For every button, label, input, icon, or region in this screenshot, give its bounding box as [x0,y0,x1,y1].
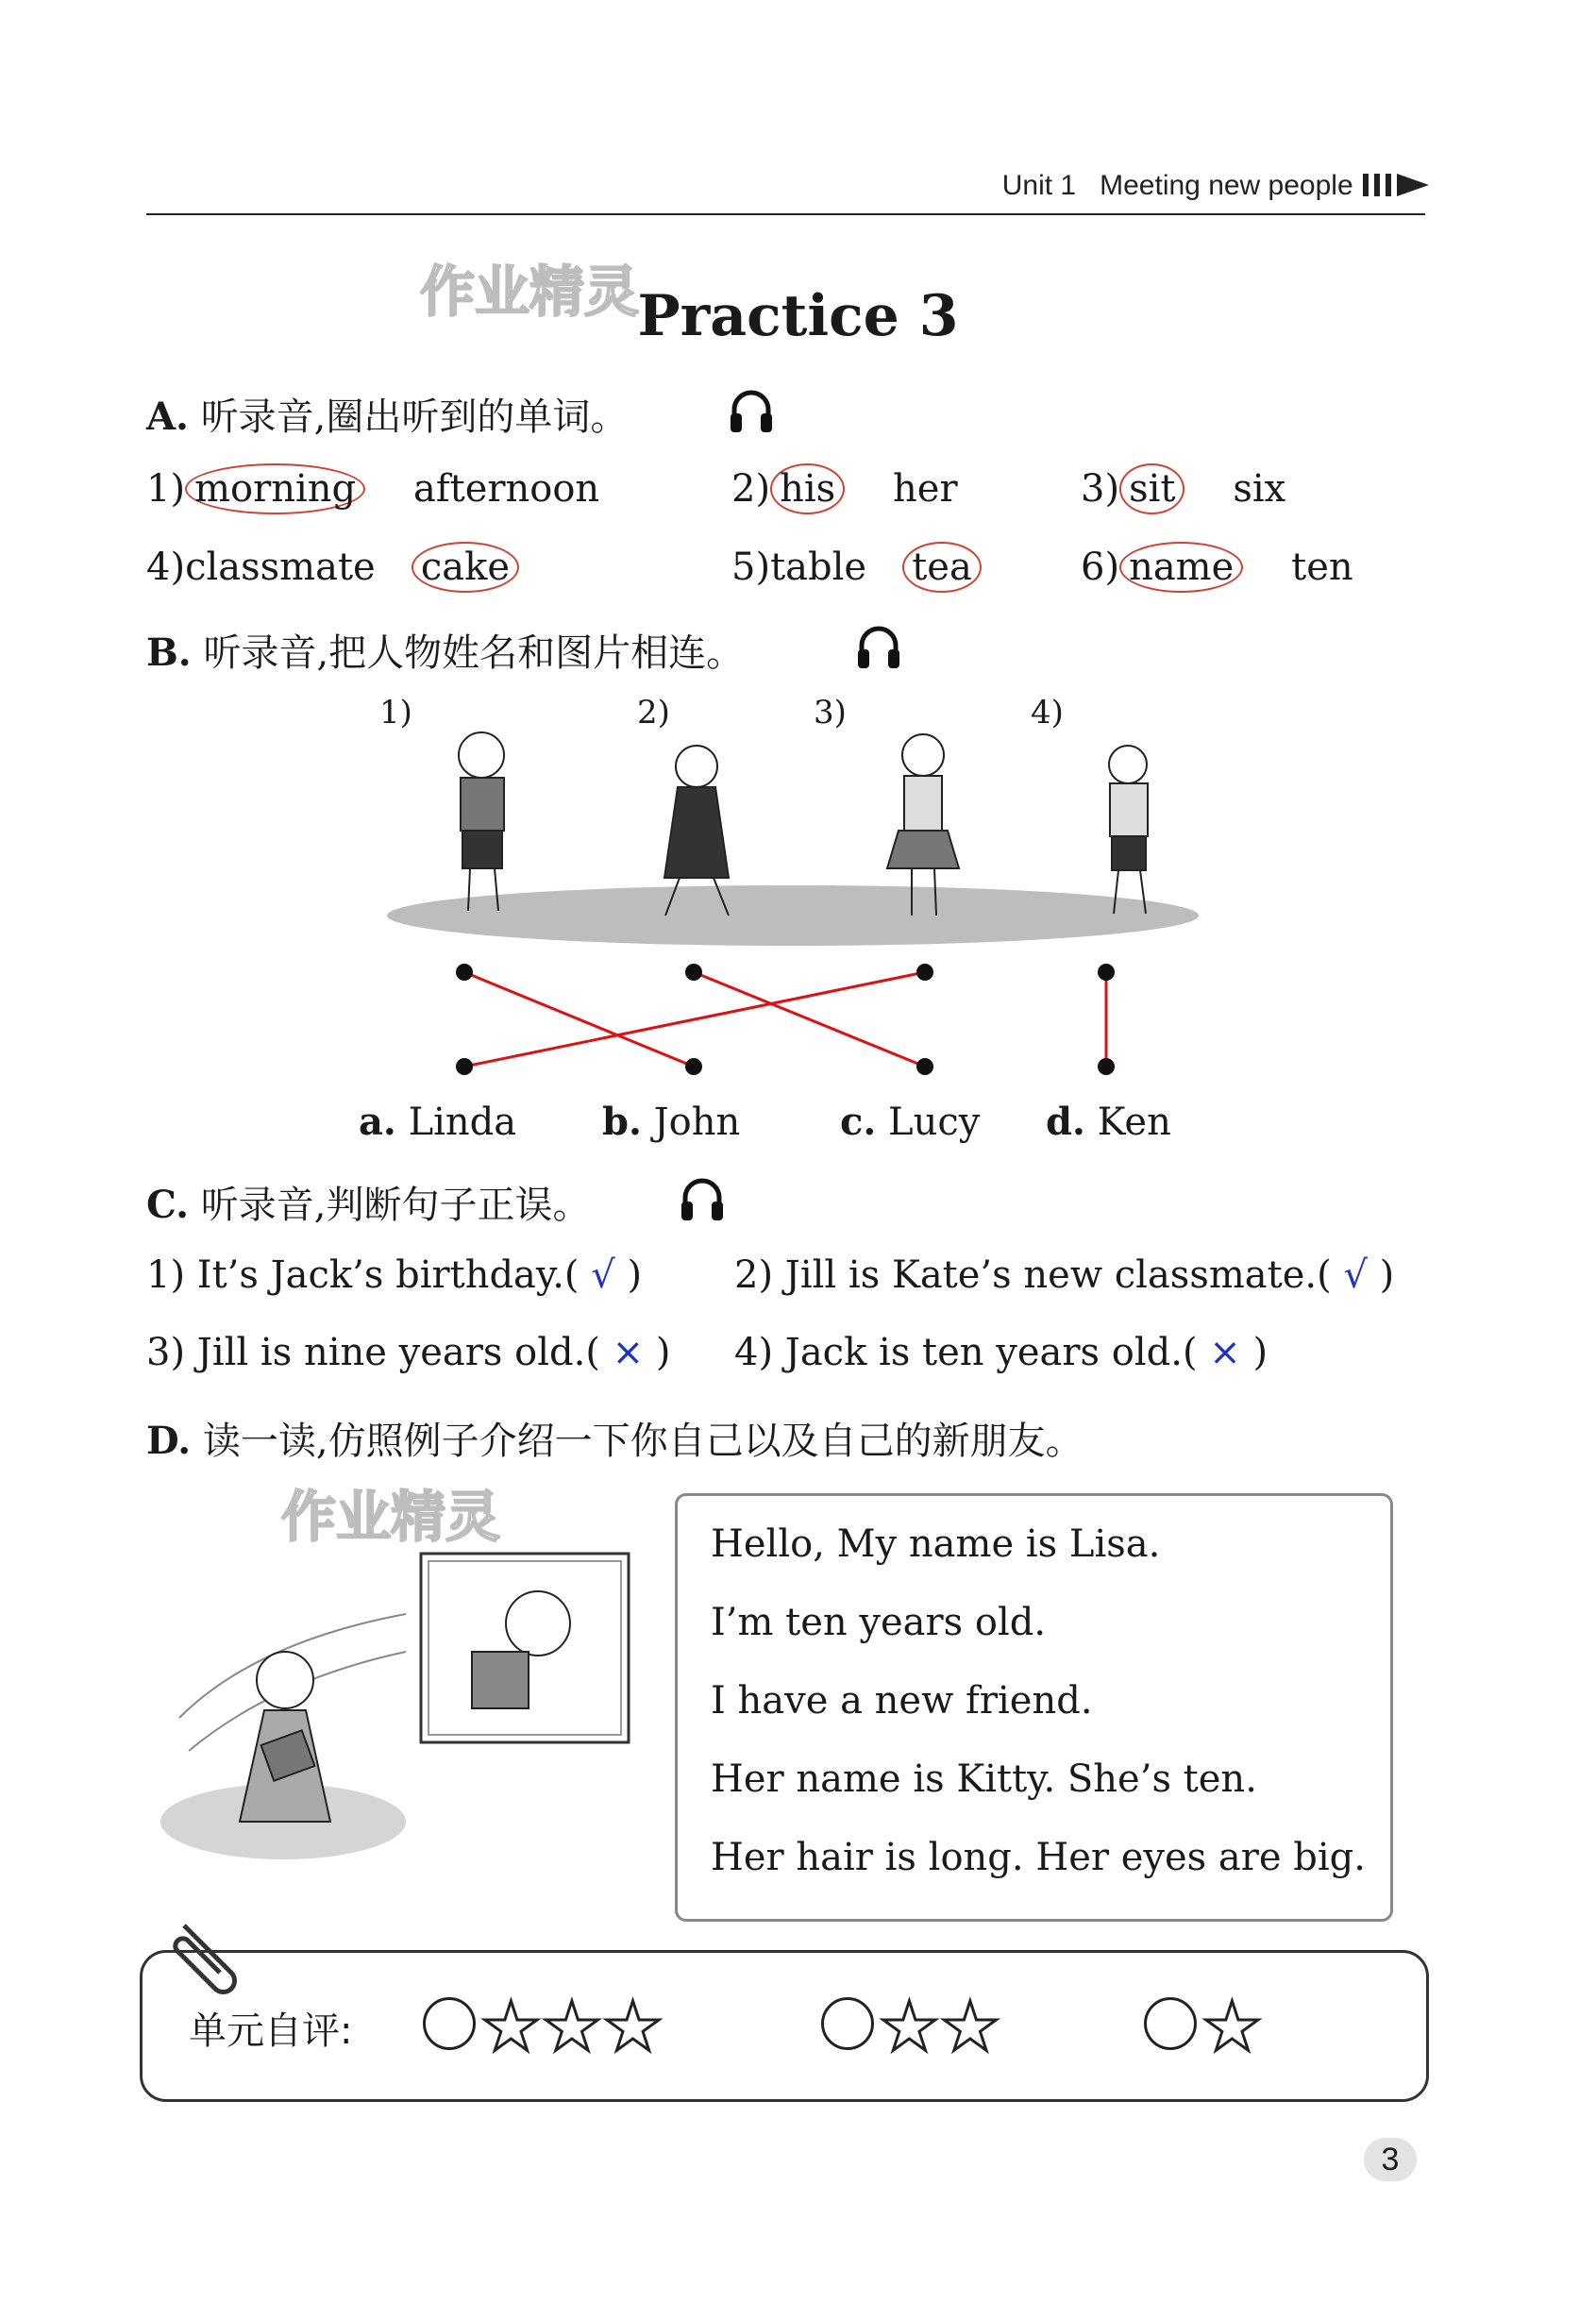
section-a-heading: A. 听录音,圈出听到的单词。 [146,395,629,439]
unit-label: Unit 1 [1001,170,1077,201]
rating-one-star[interactable] [1144,1987,1263,2066]
match-dot [1098,1058,1115,1075]
page-title: Practice 3 [637,283,959,349]
star-icon: ★ [879,1987,940,2066]
circled-word: tea [902,542,982,593]
matching-lines [434,958,1151,1081]
rating-circle[interactable] [1144,1997,1197,2050]
example-line: Her name is Kitty. She’s ten. [711,1757,1257,1801]
star-icon: ★ [480,1987,542,2066]
answer-mark: √ [1343,1253,1368,1297]
example-box [675,1493,1393,1922]
arrow-icon [1361,172,1431,198]
circled-word: his [770,463,845,514]
name-d: d. Ken [1046,1100,1171,1144]
page-header [1002,170,1431,202]
circled-word: name [1119,542,1243,593]
match-dot [456,1058,473,1075]
match-dot [916,964,933,981]
headphones-icon [854,623,903,672]
children-illustration [378,717,1208,953]
example-line: I’m ten years old. [711,1601,1047,1644]
section-d-heading: D. 读一读,仿照例子介绍一下你自己以及自己的新朋友。 [146,1419,1084,1463]
a-item-1: 1) morning afternoon [146,467,599,511]
example-line: Hello, My name is Lisa. [711,1522,1161,1566]
a-item-2: 2) his her [731,467,958,511]
star-icon: ★ [1201,1987,1263,2066]
a-item-3: 3) sit six [1081,467,1285,511]
example-line: I have a new friend. [711,1679,1093,1723]
name-b: b. John [602,1100,741,1144]
headphones-icon [678,1175,727,1224]
a-item-6: 6) name ten [1081,546,1353,589]
rating-circle[interactable] [423,1997,476,2050]
match-dot [685,964,702,981]
headphones-icon [727,387,776,436]
answer-mark: × [612,1331,645,1374]
answer-mark: × [1209,1331,1241,1374]
picture-label-4: 4) [1031,694,1064,731]
match-dot [916,1058,933,1075]
c-item-2: 2) Jill is Kate’s new classmate.( √ ) [734,1253,1395,1297]
section-c-heading: C. 听录音,判断句子正误。 [146,1183,591,1227]
match-dot [685,1058,702,1075]
girls-illustration [160,1548,651,1869]
star-icon: ★ [602,1987,664,2066]
star-icon: ★ [541,1987,603,2066]
c-item-4: 4) Jack is ten years old.( × ) [734,1331,1268,1374]
name-a: a. Linda [359,1100,517,1144]
evaluation-label: 单元自评: [189,2009,353,2053]
match-dot [1098,964,1115,981]
answer-mark: √ [591,1253,615,1297]
circled-word: sit [1119,463,1184,514]
star-icon: ★ [939,1987,1001,2066]
example-line: Her hair is long. Her eyes are big. [711,1836,1366,1879]
a-item-4: 4)classmate cake [146,546,519,589]
match-dot [456,964,473,981]
c-item-1: 1) It’s Jack’s birthday.( √ ) [146,1253,643,1297]
rating-circle[interactable] [821,1997,874,2050]
circled-word: cake [412,542,519,593]
picture-label-2: 2) [637,694,670,731]
rating-two-stars[interactable] [821,1987,1000,2066]
watermark: 作业精灵 [420,260,640,324]
name-c: c. Lucy [840,1100,981,1144]
watermark: 作业精灵 [281,1485,501,1549]
section-b-heading: B. 听录音,把人物姓名和图片相连。 [146,630,745,675]
picture-label-1: 1) [379,694,412,731]
c-item-3: 3) Jill is nine years old.( × ) [146,1331,671,1374]
page-number: 3 [1364,2138,1417,2181]
rating-three-stars[interactable] [423,1987,664,2066]
circled-word: morning [185,463,365,514]
picture-label-3: 3) [814,694,847,731]
header-rule [146,213,1425,215]
unit-title: Meeting new people [1100,170,1353,201]
a-item-5: 5)table tea [731,546,982,589]
